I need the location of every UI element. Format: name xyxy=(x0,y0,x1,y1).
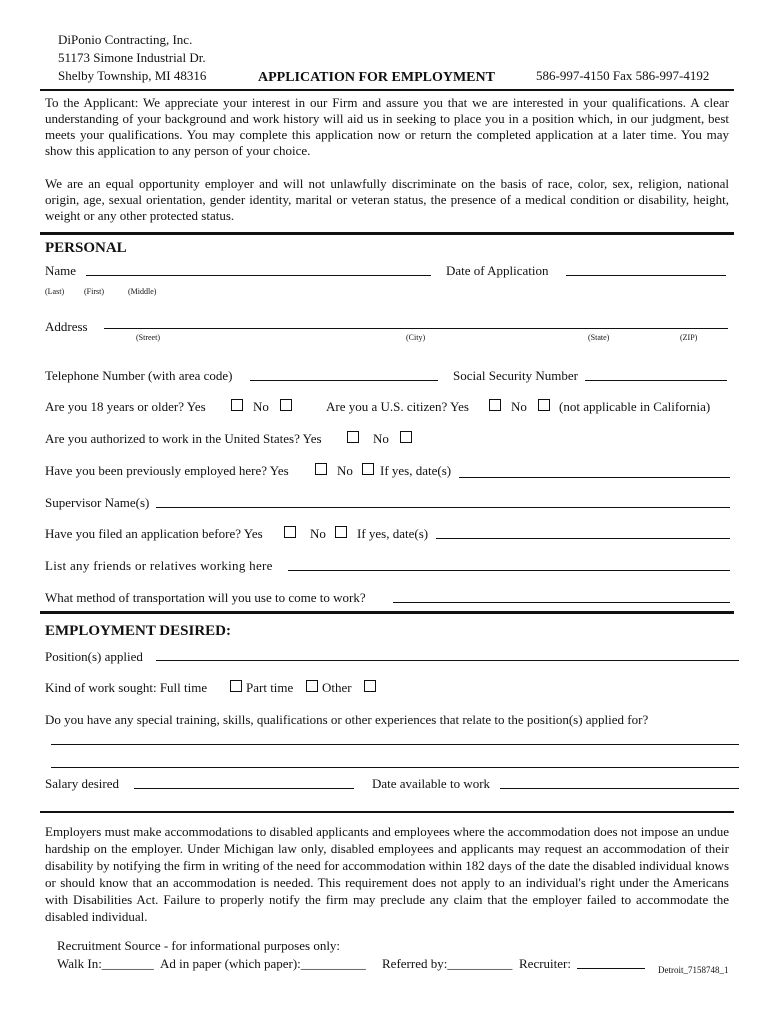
citizen-no-label: No xyxy=(511,399,527,414)
positions-label: Position(s) applied xyxy=(45,649,143,664)
authorized-yes-checkbox[interactable] xyxy=(347,431,359,443)
training-field-line-2[interactable] xyxy=(51,767,739,768)
part-time-checkbox[interactable] xyxy=(306,680,318,692)
filed-no-label: No xyxy=(310,526,326,541)
citizen-no-checkbox[interactable] xyxy=(538,399,550,411)
street-caption: (Street) xyxy=(136,333,160,342)
company-city: Shelby Township, MI 48316 xyxy=(58,68,207,83)
age-no-checkbox[interactable] xyxy=(280,399,292,411)
name-label: Name xyxy=(45,263,77,278)
telephone-field[interactable] xyxy=(250,380,438,381)
company-street: 51173 Simone Industrial Dr. xyxy=(58,50,206,65)
training-question: Do you have any special training, skills, qualifications or other experiences that relate to the position(s) applied for? xyxy=(45,712,649,727)
zip-caption: (ZIP) xyxy=(680,333,698,342)
authorized-no-checkbox[interactable] xyxy=(400,431,412,443)
filed-before-question: Have you filed an application before? Yes xyxy=(45,526,263,541)
training-field-line-1[interactable] xyxy=(51,744,739,745)
prev-employed-no-checkbox[interactable] xyxy=(362,463,374,475)
salary-label: Salary desired xyxy=(45,776,120,791)
salary-field[interactable] xyxy=(134,788,354,789)
phone-fax: 586-997-4150 Fax 586-997-4192 xyxy=(536,68,710,83)
middle-caption: (Middle) xyxy=(128,287,157,296)
filed-dates-label: If yes, date(s) xyxy=(357,526,429,541)
positions-field[interactable] xyxy=(156,660,739,661)
filed-dates-field[interactable] xyxy=(436,538,730,539)
transportation-field[interactable] xyxy=(393,602,730,603)
date-of-application-field[interactable] xyxy=(566,275,726,276)
employment-heading: EMPLOYMENT DESIRED: xyxy=(45,623,231,639)
citizen-yes-checkbox[interactable] xyxy=(489,399,501,411)
prev-employed-no-label: No xyxy=(337,463,353,478)
section-rule xyxy=(40,232,734,235)
ad-in-paper-field[interactable]: Ad in paper (which paper):__________ xyxy=(160,956,366,971)
transportation-question: What method of transportation will you use to come to work? xyxy=(45,590,366,605)
personal-heading: PERSONAL xyxy=(45,240,127,256)
filed-no-checkbox[interactable] xyxy=(335,526,347,538)
authorized-question: Are you authorized to work in the United States? Yes xyxy=(45,431,322,446)
supervisor-field[interactable] xyxy=(156,507,730,508)
state-caption: (State) xyxy=(588,333,610,342)
document-code: Detroit_7158748_1 xyxy=(658,965,729,975)
prev-employed-dates-label: If yes, date(s) xyxy=(380,463,452,478)
telephone-label: Telephone Number (with area code) xyxy=(45,368,233,383)
referred-by-field[interactable]: Referred by:__________ xyxy=(382,956,513,971)
first-caption: (First) xyxy=(84,287,104,296)
city-caption: (City) xyxy=(406,333,426,342)
prev-employed-dates-field[interactable] xyxy=(459,477,730,478)
walk-in-field[interactable]: Walk In:________ xyxy=(57,956,154,971)
friends-relatives-label: List any friends or relatives working here xyxy=(45,558,273,573)
address-label: Address xyxy=(45,319,88,334)
age-no-label: No xyxy=(253,399,269,414)
eoe-paragraph: We are an equal opportunity employer and will not unlawfully discriminate on the basis of race, color, sex, religion, national origin, age, sexual orientation, gender identity, marital or veteran status, the presence of a medical condition or disability, height, weight or any other protected status. xyxy=(45,176,729,223)
form-title: APPLICATION FOR EMPLOYMENT xyxy=(258,70,495,85)
supervisor-label: Supervisor Name(s) xyxy=(45,495,150,510)
date-available-label: Date available to work xyxy=(372,776,491,791)
company-name: DiPonio Contracting, Inc. xyxy=(58,32,193,47)
name-field[interactable] xyxy=(86,275,431,276)
prev-employed-yes-checkbox[interactable] xyxy=(315,463,327,475)
ssn-field[interactable] xyxy=(585,380,727,381)
authorized-no-label: No xyxy=(373,431,389,446)
date-of-application-label: Date of Application xyxy=(446,263,549,278)
age-yes-checkbox[interactable] xyxy=(231,399,243,411)
recruiter-label: Recruiter: xyxy=(519,956,571,971)
accommodation-notice: Employers must make accommodations to disabled applicants and employees where the accommodation does not impose an undue hardship on the employer. Under Michigan law only, disabled employees and applicants may request an accommodation of their disability by notifying the firm in writing of the need for accommodation within 182 days of the date the disabled individual knows or should know that an accommodation is needed. This requirement does not apply to an individual's right under the Americans with Disabilities Act. Failure to properly notify the firm may preclude any claim that the employer failed to accommodate the disabled individual. xyxy=(45,824,729,924)
last-caption: (Last) xyxy=(45,287,65,296)
date-available-field[interactable] xyxy=(500,788,739,789)
part-time-label: Part time xyxy=(246,680,294,695)
california-note: (not applicable in California) xyxy=(559,399,711,414)
address-field[interactable] xyxy=(104,328,728,329)
section-rule xyxy=(40,611,734,614)
prev-employed-question: Have you been previously employed here? Yes xyxy=(45,463,289,478)
intro-paragraph: To the Applicant: We appreciate your interest in our Firm and assure you that we are interested in your qualifications. A clear understanding of your background and work history will aid us in seeking to place you in a position which, in our judgment, best meets your qualifications. You may complete this application now or return the completed application at a later time. You may show this application to any person of your choice. xyxy=(45,95,729,158)
other-checkbox[interactable] xyxy=(364,680,376,692)
header-rule xyxy=(40,89,734,91)
age-question: Are you 18 years or older? Yes xyxy=(45,399,206,414)
citizen-question: Are you a U.S. citizen? Yes xyxy=(326,399,469,414)
filed-yes-checkbox[interactable] xyxy=(284,526,296,538)
section-rule xyxy=(40,811,734,813)
ssn-label: Social Security Number xyxy=(453,368,578,383)
recruiter-field[interactable] xyxy=(577,968,645,969)
recruitment-title: Recruitment Source - for informational purposes only: xyxy=(57,938,341,953)
other-label: Other xyxy=(322,680,352,695)
kind-of-work-label: Kind of work sought: Full time xyxy=(45,680,208,695)
full-time-checkbox[interactable] xyxy=(230,680,242,692)
friends-relatives-field[interactable] xyxy=(288,570,730,571)
